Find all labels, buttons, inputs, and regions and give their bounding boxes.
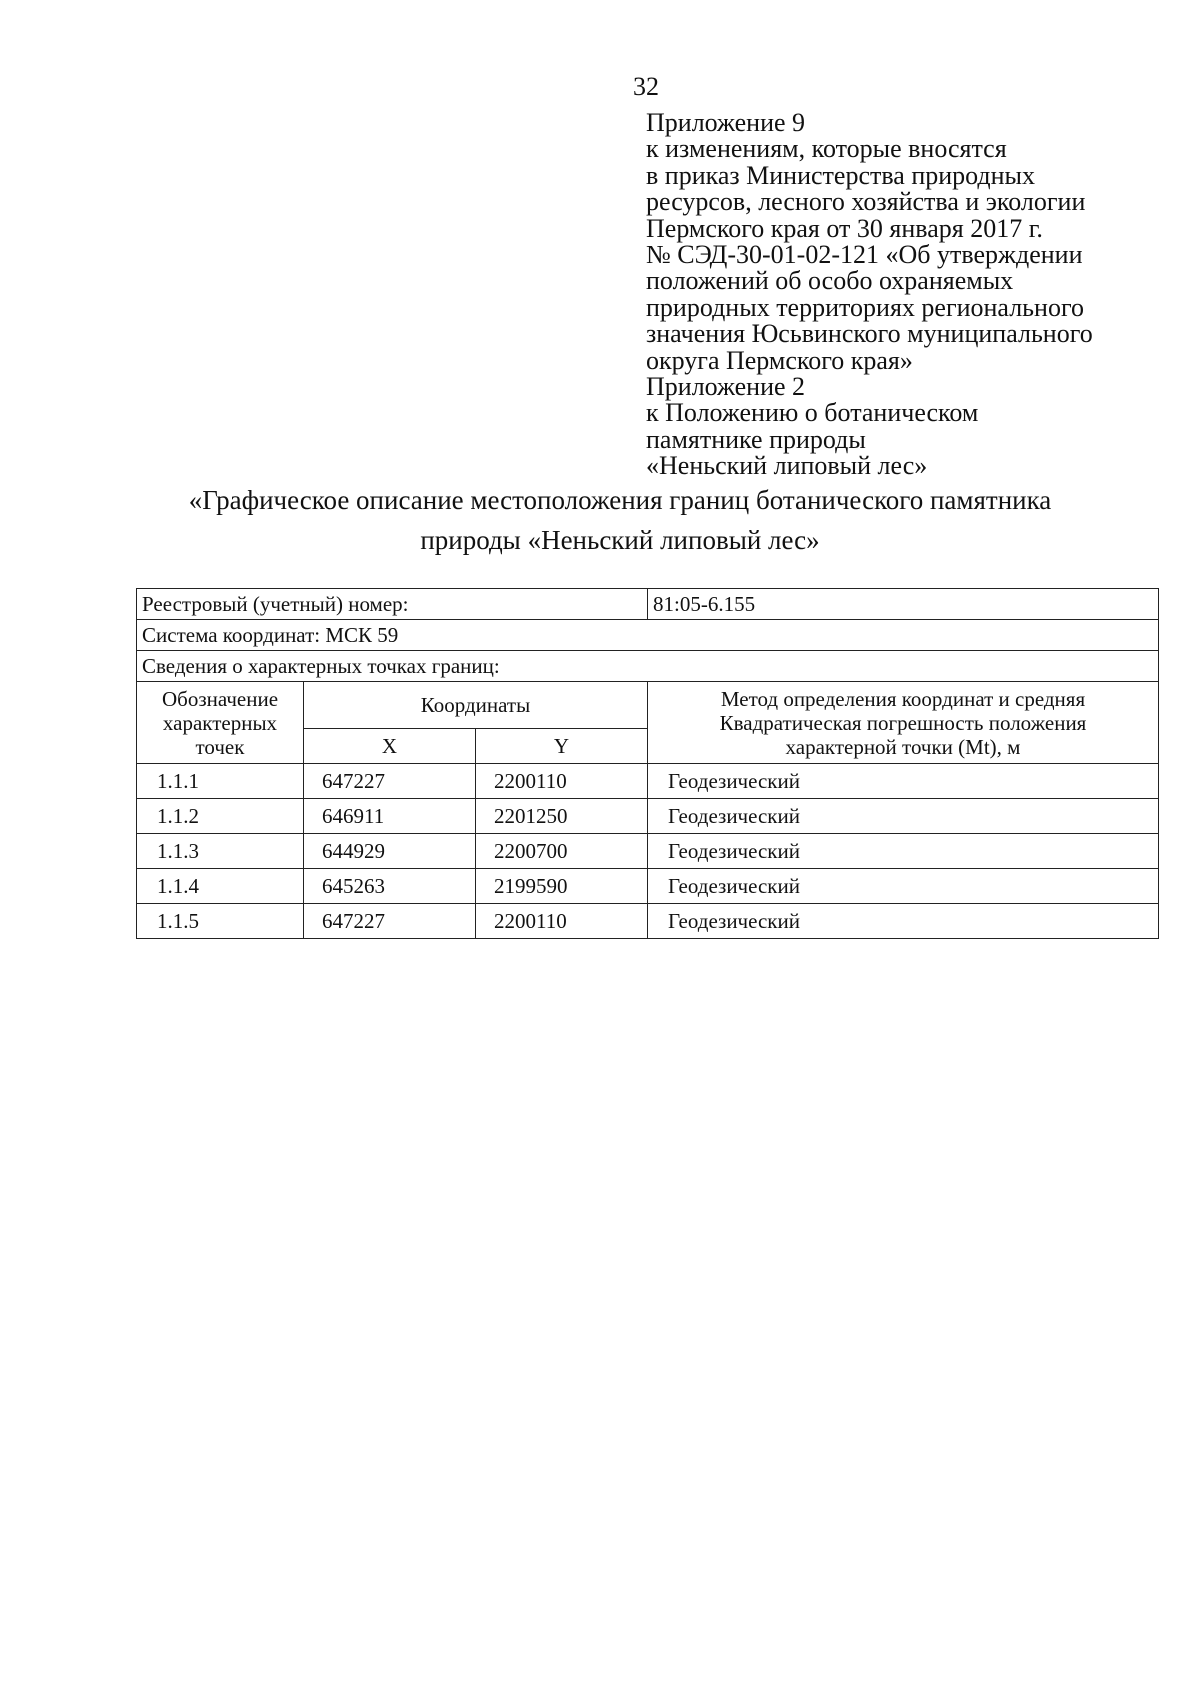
y-coordinate: 2200110: [476, 764, 648, 799]
x-coordinate: 645263: [304, 869, 476, 904]
point-id: 1.1.1: [137, 764, 304, 799]
registry-value: 81:05-6.155: [648, 589, 1159, 620]
point-id: 1.1.3: [137, 834, 304, 869]
registry-label: Реестровый (учетный) номер:: [137, 589, 648, 620]
appendix-2-line: «Неньский липовый лес»: [646, 451, 928, 481]
header-y: Y: [476, 729, 648, 764]
appendix-9-line: значения Юсьвинского муниципального: [646, 319, 1093, 349]
appendix-9-line: положений об особо охраняемых: [646, 266, 1014, 296]
x-coordinate: 644929: [304, 834, 476, 869]
header-method: Метод определения координат и средняя Квадратическая погрешность положения характерной точки (Mt), м: [648, 682, 1159, 764]
y-coordinate: 2199590: [476, 869, 648, 904]
appendix-2-line: Приложение 2: [646, 372, 806, 401]
y-coordinate: 2201250: [476, 799, 648, 834]
method: Геодезический: [648, 904, 1159, 939]
appendix-9-line: в приказ Министерства природных: [646, 160, 1036, 190]
header-row: [137, 682, 1159, 729]
table-row: [137, 904, 1159, 939]
x-coordinate: 646911: [304, 799, 476, 834]
table-row: [137, 764, 1159, 799]
method: Геодезический: [648, 869, 1159, 904]
boundary-points-table: [136, 588, 1159, 939]
header-coordinates: Координаты: [304, 682, 648, 729]
appendix-9-line: № СЭД-30-01-02-121 «Об утверждении: [646, 240, 1083, 270]
header-point: Обозначение характерных точек: [137, 682, 304, 764]
appendix-2-line: памятнике природы: [646, 424, 866, 454]
x-coordinate: 647227: [304, 904, 476, 939]
table-row: [137, 799, 1159, 834]
header-x: X: [304, 729, 476, 764]
appendix-2-header: [646, 374, 978, 480]
page-number: 32: [633, 72, 659, 101]
points-info: Сведения о характерных точках границ:: [137, 651, 1159, 682]
point-id: 1.1.2: [137, 799, 304, 834]
method: Геодезический: [648, 799, 1159, 834]
document-title: [120, 480, 1120, 560]
appendix-9-line: Пермского края от 30 января 2017 г.: [646, 213, 1043, 243]
registry-row: [137, 589, 1159, 620]
appendix-9-line: Приложение 9: [646, 108, 806, 137]
coordinate-system-row: [137, 620, 1159, 651]
point-id: 1.1.4: [137, 869, 304, 904]
method: Геодезический: [648, 764, 1159, 799]
x-coordinate: 647227: [304, 764, 476, 799]
y-coordinate: 2200700: [476, 834, 648, 869]
appendix-9-line: природных территориях регионального: [646, 292, 1084, 322]
appendix-2-line: к Положению о ботаническом: [646, 398, 979, 428]
point-id: 1.1.5: [137, 904, 304, 939]
method: Геодезический: [648, 834, 1159, 869]
document-title-line: природы «Неньский липовый лес»: [420, 525, 820, 555]
table-row: [137, 834, 1159, 869]
appendix-9-header: [646, 110, 1093, 374]
y-coordinate: 2200110: [476, 904, 648, 939]
points-info-row: [137, 651, 1159, 682]
table-row: [137, 869, 1159, 904]
appendix-9-line: ресурсов, лесного хозяйства и экологии: [646, 187, 1086, 217]
coordinate-system: Система координат: МСК 59: [137, 620, 1159, 651]
appendix-9-line: округа Пермского края»: [646, 345, 913, 375]
document-title-line: «Графическое описание местоположения границ ботанического памятника: [188, 485, 1052, 515]
appendix-9-line: к изменениям, которые вносятся: [646, 134, 1007, 164]
